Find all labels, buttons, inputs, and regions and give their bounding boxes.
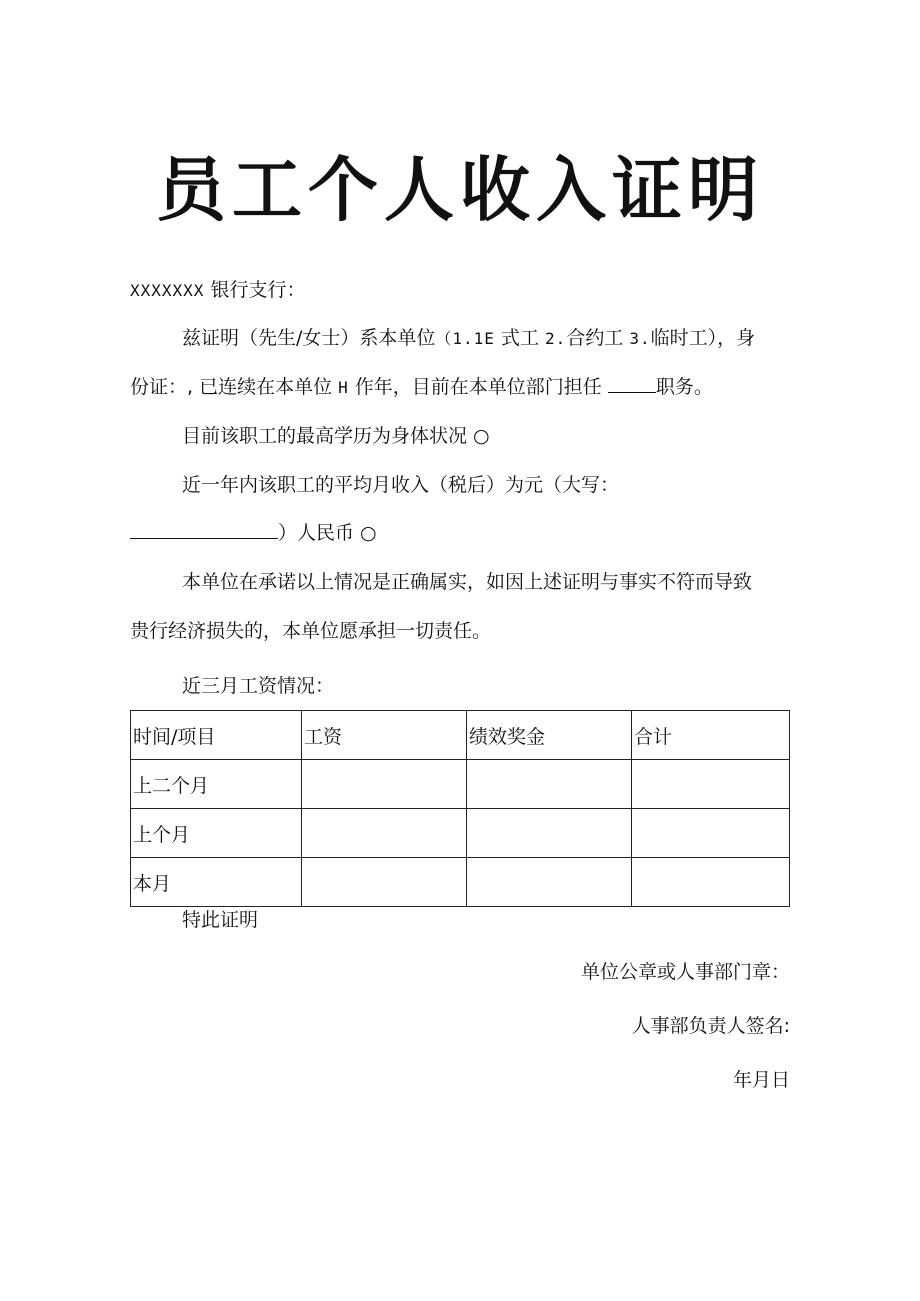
- total-cell: [632, 858, 790, 907]
- total-cell: [632, 760, 790, 809]
- closing-text: 特此证明: [182, 909, 259, 931]
- row-label: 本月: [131, 858, 302, 907]
- commitment-line-1: 本单位在承诺以上情况是正确属实，如因上述证明与事实不符而导致: [182, 571, 753, 593]
- table-header-row: [131, 711, 790, 760]
- employment-type-1-label: 式工: [494, 327, 546, 349]
- salary-cell: [302, 809, 467, 858]
- table-row: [131, 809, 790, 858]
- document-title: 员工个人收入证明: [156, 149, 764, 231]
- position-blank: [608, 374, 656, 393]
- amount-uppercase-blank: [130, 520, 278, 539]
- row-label: 上二个月: [131, 760, 302, 809]
- commitment-line-2: 贵行经济损失的，本单位愿承担一切责任。: [130, 620, 492, 642]
- table-caption: 近三月工资情况：: [182, 675, 335, 697]
- header-period: 时间/项目: [131, 711, 302, 760]
- bonus-cell: [467, 760, 632, 809]
- addressee-suffix: 银行支行：: [204, 279, 306, 301]
- salary-cell: [302, 858, 467, 907]
- id-and-tenure-text: 份证：, 已连续在本单位: [130, 376, 339, 398]
- header-salary: 工资: [302, 711, 467, 760]
- employment-type-3-number: 3.: [629, 329, 651, 348]
- currency-text: ）人民币 ○: [278, 522, 377, 544]
- total-cell: [632, 809, 790, 858]
- income-line-1: 近一年内该职工的平均月收入（税后）为元（大写：: [182, 474, 620, 496]
- table-row: [131, 760, 790, 809]
- employment-type-2-label: 合约工: [566, 327, 630, 349]
- salary-cell: [302, 760, 467, 809]
- seal-line: 单位公章或人事部门章：: [580, 961, 790, 983]
- employment-type-3-label: 临时工），身: [650, 327, 756, 349]
- table-row: [131, 858, 790, 907]
- header-total: 合计: [632, 711, 790, 760]
- certification-line-1: [182, 325, 802, 352]
- header-bonus: 绩效奖金: [467, 711, 632, 760]
- date-line: 年月日: [732, 1069, 790, 1091]
- certification-line-2: [130, 374, 800, 401]
- addressee-line: [130, 277, 800, 304]
- employment-type-2-number: 2.: [545, 329, 567, 348]
- employment-type-1: （1.1E: [435, 329, 495, 348]
- hr-signature-line: 人事部负责人签名:: [631, 1015, 790, 1037]
- education-health-line: 目前该职工的最高学历为身体状况 ○: [182, 425, 490, 447]
- bonus-cell: [467, 809, 632, 858]
- position-text: 作年，目前在本单位部门担任: [348, 376, 608, 398]
- row-label: 上个月: [131, 809, 302, 858]
- bank-name: XXXXXXX: [130, 281, 205, 300]
- tenure-mark: H: [338, 378, 349, 397]
- certification-text: 兹证明（先生/女士）系本单位: [182, 327, 436, 349]
- bonus-cell: [467, 858, 632, 907]
- position-suffix: 职务。: [655, 376, 713, 398]
- income-line-2: [130, 520, 800, 546]
- salary-table: [130, 710, 790, 907]
